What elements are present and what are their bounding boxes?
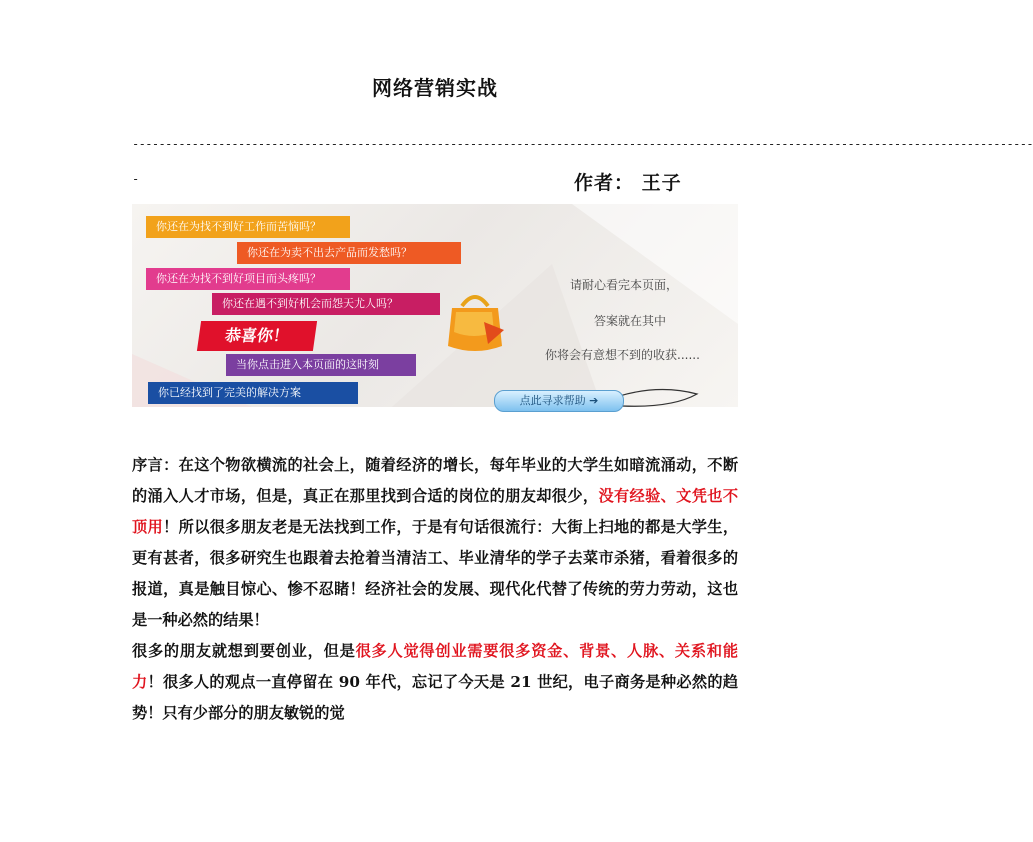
banner-stripe-3: 你还在为找不到好项目而头疼吗？ [146,268,350,290]
page-title: 网络营销实战 [372,76,498,100]
paragraph-2-text-cont: ！很多人的观点一直停留在 90 年代，忘记了今天是 21 世纪，电子商务是种必然的趋势！只有少部分的朋友敏锐的觉 [132,673,739,722]
banner-right-line-3: 你将会有意想不到的收获...... [545,348,700,362]
paragraph-1-highlight: 没有经验、文凭也不顶用 [132,487,739,536]
help-button[interactable]: 点此寻求帮助 ➔ [494,390,624,412]
banner-right-line-2: 答案就在其中 [594,314,667,328]
promo-banner [132,204,738,407]
paragraph-2-text: 很多的朋友就想到要创业，但是 [132,642,356,660]
body-text [132,450,738,729]
banner-stripe-5: 当你点击进入本页面的这时刻 [226,354,416,376]
banner-stripe-2: 你还在为卖不出去产品而发愁吗？ [237,242,461,264]
banner-stripe-6: 你已经找到了完美的解决方案 [148,382,358,404]
paragraph-1-text-cont: ！所以很多朋友老是无法找到工作，于是有句话很流行：大街上扫地的都是大学生，更有甚者，很多研究生也跟着去抢着当清洁工、毕业清华的学子去菜市杀猪，看着很多的报道，真是触目惊心、惨不忍睹！经济社会的发展、现代化代替了传统的劳力劳动，这也是一种必然的结果！ [132,518,739,629]
paragraph-1-text: 序言：在这个物欲横流的社会上，随着经济的增长，每年毕业的大学生如暗流涌动，不断的涌入人才市场，但是，真正在那里找到合适的岗位的朋友却很少， [132,456,738,505]
paragraph-2-highlight: 很多人觉得创业需要很多资金、背景、人脉、关系和能力 [132,642,739,691]
author-line: 作者： 王子 [574,172,682,194]
congrats-badge: 恭喜你！ [197,321,317,351]
banner-stripe-1: 你还在为找不到好工作而苦恼吗？ [146,216,350,238]
separator-fragment: - [132,172,140,186]
banner-right-line-1: 请耐心看完本页面， [570,278,679,292]
shopping-bag-icon [444,286,506,354]
banner-stripe-4: 你还在遇不到好机会而怨天尤人吗？ [212,293,440,315]
separator-line: ---------------------------------------------------------------------------------------------------------------------------------------- [132,137,1033,151]
